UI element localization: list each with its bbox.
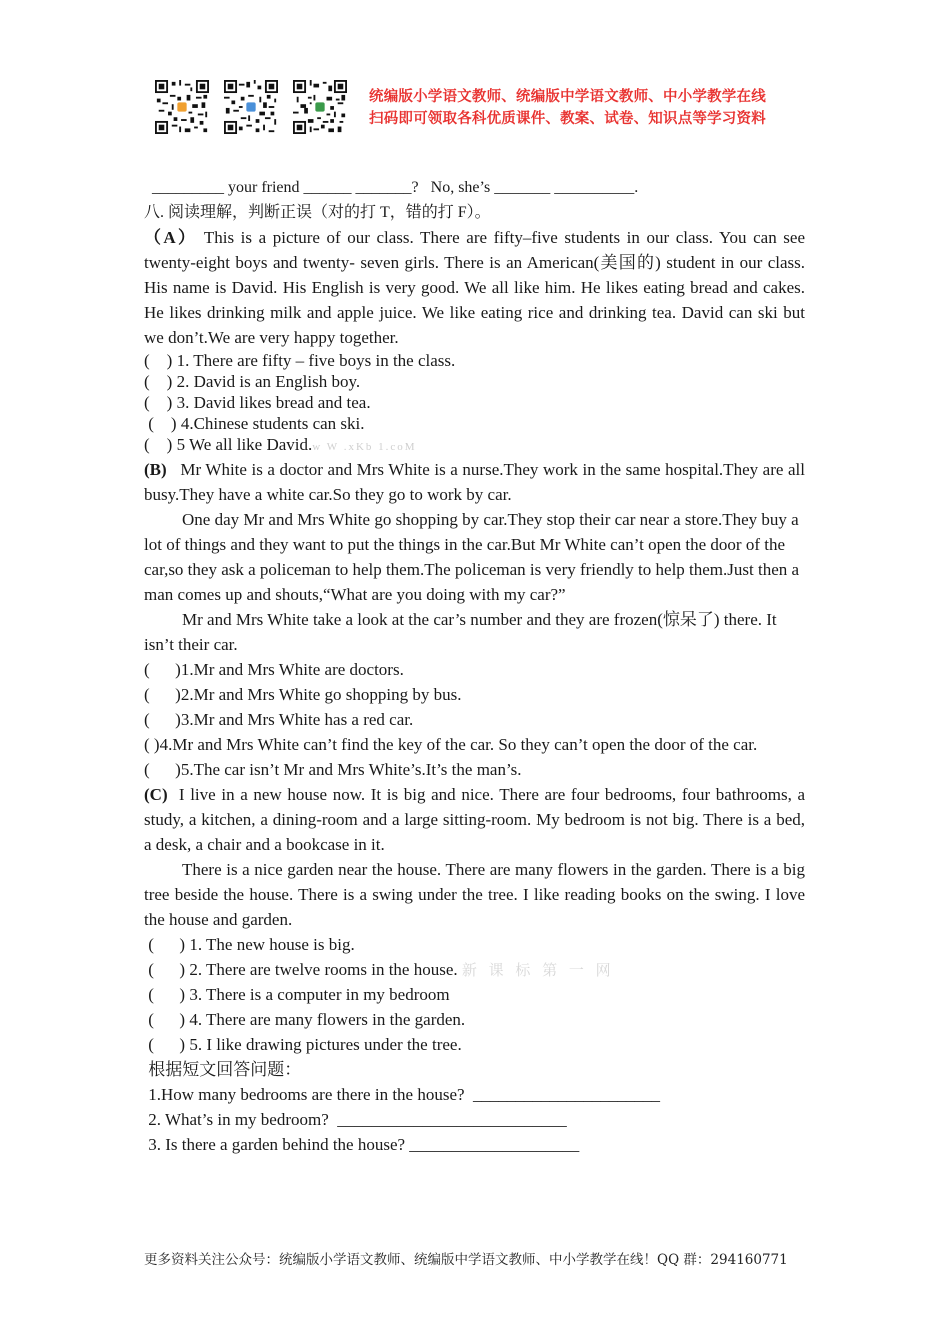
passage-b-label: (B): [144, 460, 167, 479]
question-c-2-row: [144, 957, 805, 982]
answer-question-2: 2. What’s in my bedroom? ___________________________: [144, 1110, 567, 1129]
page-footer: 更多资料关注公众号：统编版小学语文教师、统编版中学语文教师、中小学教学在线！QQ 群：294160771: [144, 1252, 788, 1268]
qr-code-2: [224, 80, 278, 134]
document-body: [144, 175, 805, 1157]
question-c-4: ( ) 4. There are many flowers in the garden.: [144, 1010, 466, 1029]
section-title: 八. 阅读理解，判断正误（对的打 T，错的打 F）。: [144, 204, 491, 221]
question-a-3: ( ) 3. David likes bread and tea.: [144, 393, 371, 412]
question-c-1: ( ) 1. The new house is big.: [144, 935, 355, 954]
question-b-4: ( )4.Mr and Mrs White can’t find the key of the car. So they can’t open the door of the car.: [144, 735, 758, 754]
question-b-5: ( )5.The car isn’t Mr and Mrs White’s.It’s the man’s.: [144, 760, 522, 779]
answer-section-title: 根据短文回答问题：: [144, 1060, 302, 1079]
question-c-3: ( ) 3. There is a computer in my bedroom: [144, 985, 450, 1004]
passage-b-para-3: Mr and Mrs White take a look at the car’s number and they are frozen(惊呆了) there. It isn’t their car.: [144, 610, 777, 654]
promo-line-2: 扫码即可领取各科优质课件、教案、试卷、知识点等学习资料: [369, 111, 766, 127]
promo-text: [369, 86, 809, 130]
question-c-5: ( ) 5. I like drawing pictures under the tree.: [144, 1035, 462, 1054]
question-a-5-row: [144, 434, 805, 455]
question-b-1: ( )1.Mr and Mrs White are doctors.: [144, 660, 404, 679]
answer-question-1: 1.How many bedrooms are there in the house? ______________________: [144, 1085, 661, 1104]
watermark-c: 新 课 标 第 一 网: [461, 963, 615, 979]
promo-line-1: 统编版小学语文教师、统编版中学语文教师、中小学教学在线: [369, 89, 766, 105]
passage-b-para-1: [144, 457, 805, 507]
question-c-2: ( ) 2. There are twelve rooms in the house.: [144, 960, 458, 979]
question-a-4: ( ) 4.Chinese students can ski.: [144, 414, 365, 433]
passage-a-text: This is a picture of our class. There are fifty–five students in our class. You can see twenty-eight boys and twenty- seven girls. There is an American(美国的) student in our class. His name is David. His English is very good. We all like him. He likes eating bread and cakes. He likes drinking milk and apple juice. We like eating rice and drinking tea. David can ski but we don’t.We are very happy together.: [144, 228, 806, 347]
header-banner: [155, 78, 805, 138]
question-b-3: ( )3.Mr and Mrs White has a red car.: [144, 710, 414, 729]
question-a-2: ( ) 2. David is an English boy.: [144, 372, 361, 391]
passage-a: [144, 225, 805, 350]
passage-a-label: （A）: [144, 228, 198, 247]
question-a-1: ( ) 1. There are fifty – five boys in the class.: [144, 351, 456, 370]
passage-b-para-2: One day Mr and Mrs White go shopping by car.They stop their car near a store.They buy a lot of things and they want to put the things in the car.But Mr White can’t open the door of the car,so they ask a policeman to help them.The policeman is very friendly to help them.Just then a man comes up and shouts,“What are you doing with my car?”: [144, 510, 800, 604]
qr-code-3: [293, 80, 347, 134]
passage-c-para-2: There is a nice garden near the house. There are many flowers in the garden. There is a big tree beside the house. There is a swing under the tree. I like reading books on the swing. I love the house and garden.: [144, 860, 805, 929]
qr-code-1: [155, 80, 209, 134]
answer-question-3: 3. Is there a garden behind the house? ____________________: [144, 1135, 580, 1154]
question-b-2: ( )2.Mr and Mrs White go shopping by bus.: [144, 685, 462, 704]
passage-c-text-1: I live in a new house now. It is big and nice. There are four bedrooms, four bathrooms, a study, a kitchen, a dining-room and a large sitting-room. My bedroom is not big. There is a bed, a desk, a chair and a bookcase in it.: [144, 785, 806, 854]
passage-c-para-1: [144, 782, 805, 857]
watermark-a: w W .xKb 1.coM: [312, 441, 417, 453]
fill-in-line: _________ your friend ______ _______? No, she’s _______ __________.: [152, 179, 639, 196]
passage-b-text-1: Mr White is a doctor and Mrs White is a nurse.They work in the same hospital.They are all busy.They have a white car.So they go to work by car.: [144, 460, 805, 504]
question-a-5: ( ) 5 We all like David.: [144, 435, 313, 454]
passage-c-label: (C): [144, 785, 168, 804]
